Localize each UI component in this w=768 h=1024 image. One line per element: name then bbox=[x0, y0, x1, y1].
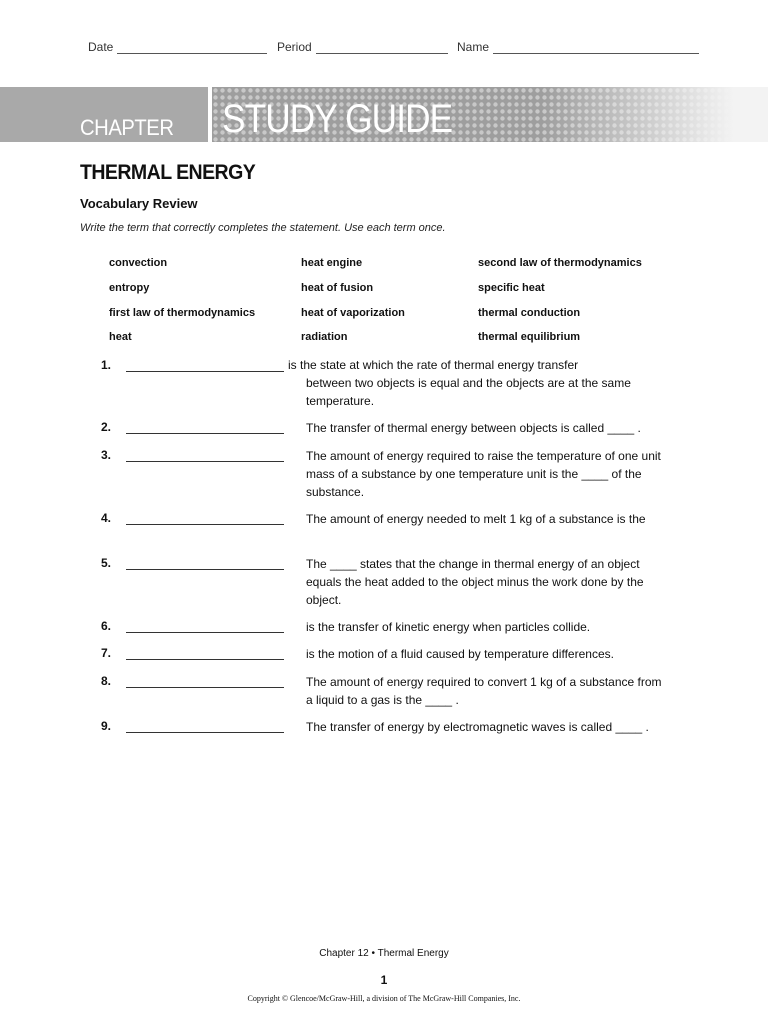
question-number: 1. bbox=[101, 358, 112, 372]
question-text: The amount of energy required to convert 1 kg of a substance from a liquid to a gas is the ____ . bbox=[306, 675, 662, 707]
term: second law of thermodynamics bbox=[478, 257, 642, 269]
footer-chapter-ref: Chapter 12 • Thermal Energy bbox=[319, 948, 449, 959]
question-text: is the motion of a fluid caused by temperature differences. bbox=[306, 647, 614, 661]
term: thermal conduction bbox=[478, 307, 581, 319]
question-text: is the state at which the rate of thermal energy transfer bbox=[288, 358, 579, 372]
question-number: 9. bbox=[101, 719, 112, 733]
answer-blank-1[interactable] bbox=[126, 358, 284, 372]
answer-blank-9[interactable] bbox=[126, 719, 284, 733]
period-line[interactable] bbox=[316, 42, 448, 54]
term: entropy bbox=[109, 282, 150, 294]
answer-blank-4[interactable] bbox=[126, 511, 284, 525]
date-label: Date bbox=[88, 40, 114, 54]
question-text: The transfer of thermal energy between objects is called ____ . bbox=[306, 421, 641, 435]
question-text: between two objects is equal and the objects are at the same temperature. bbox=[306, 376, 631, 408]
question-text: The ____ states that the change in thermal energy of an object equals the heat added to the object minus the work done by the object. bbox=[306, 557, 644, 607]
term: convection bbox=[109, 257, 168, 269]
answer-blank-7[interactable] bbox=[126, 646, 284, 660]
section-title: Vocabulary Review bbox=[80, 196, 198, 211]
term: radiation bbox=[301, 331, 348, 343]
question-number: 4. bbox=[101, 511, 112, 525]
instructions: Write the term that correctly completes the statement. Use each term once. bbox=[80, 222, 446, 234]
chapter-label: CHAPTER bbox=[80, 115, 174, 140]
term: heat bbox=[109, 331, 132, 343]
period-field[interactable] bbox=[277, 40, 448, 54]
name-label: Name bbox=[457, 40, 490, 54]
term: first law of thermodynamics bbox=[109, 307, 256, 319]
question-number: 8. bbox=[101, 674, 112, 688]
question-text: The transfer of energy by electromagnetic waves is called ____ . bbox=[306, 720, 649, 734]
answer-blank-3[interactable] bbox=[126, 448, 284, 462]
answer-blank-8[interactable] bbox=[126, 674, 284, 688]
date-line[interactable] bbox=[117, 42, 267, 54]
answer-blank-5[interactable] bbox=[126, 556, 284, 570]
copyright: Copyright © Glencoe/McGraw-Hill, a division of The McGraw-Hill Companies, Inc. bbox=[247, 994, 521, 1003]
study-guide-label: STUDY GUIDE bbox=[222, 97, 453, 141]
term: heat of fusion bbox=[301, 282, 374, 294]
question-text: The amount of energy needed to melt 1 kg of a substance is the bbox=[306, 512, 646, 526]
name-field[interactable] bbox=[457, 40, 699, 54]
question-text: is the transfer of kinetic energy when particles collide. bbox=[306, 620, 591, 634]
answer-blank-2[interactable] bbox=[126, 420, 284, 434]
period-label: Period bbox=[277, 40, 312, 54]
question-number: 6. bbox=[101, 619, 112, 633]
term: thermal equilibrium bbox=[478, 331, 581, 343]
date-field[interactable] bbox=[88, 40, 267, 54]
term: heat engine bbox=[301, 257, 363, 269]
question-number: 2. bbox=[101, 420, 112, 434]
question-text: The amount of energy required to raise the temperature of one unit mass of a substance by one temperature unit is the ____ of the substance. bbox=[306, 449, 661, 499]
question-number: 7. bbox=[101, 646, 112, 660]
banner-fade bbox=[542, 87, 768, 142]
term: specific heat bbox=[478, 282, 545, 294]
page-number: 1 bbox=[380, 973, 388, 987]
term: heat of vaporization bbox=[301, 307, 405, 319]
answer-blank-6[interactable] bbox=[126, 619, 284, 633]
question-number: 3. bbox=[101, 448, 112, 462]
question-number: 5. bbox=[101, 556, 112, 570]
page-title: THERMAL ENERGY bbox=[80, 161, 256, 184]
name-line[interactable] bbox=[493, 42, 699, 54]
